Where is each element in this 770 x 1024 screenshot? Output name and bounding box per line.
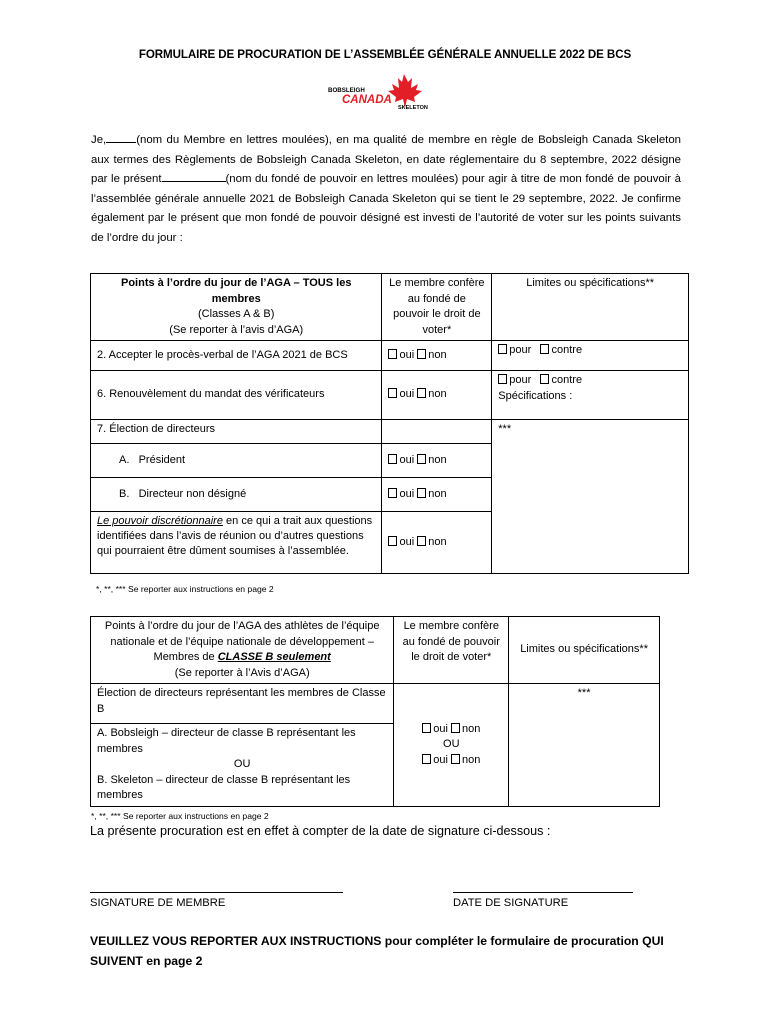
table1-row-director-vote — [382, 478, 492, 512]
oui-checkbox[interactable] — [388, 488, 397, 498]
oui-label: oui — [399, 487, 415, 500]
logo-main-text: CANADA — [342, 94, 392, 106]
table2-header-vote: Le membre confère au fondé de pouvoir le droit de voter* — [394, 617, 509, 684]
contre-checkbox[interactable] — [540, 374, 549, 384]
table2-row-election: Élection de directeurs représentant les membres de Classe B — [91, 684, 394, 724]
non-checkbox[interactable] — [417, 388, 426, 398]
ou-label: OU — [443, 738, 460, 750]
oui-checkbox[interactable] — [388, 454, 397, 464]
contre-checkbox[interactable] — [540, 344, 549, 354]
director-letter: B. — [119, 487, 130, 500]
oui-label: oui — [399, 535, 415, 548]
logo-top-text: BOBSLEIGH — [328, 87, 365, 94]
agenda-table-class-b — [90, 616, 660, 807]
table1-row-president-vote — [382, 444, 492, 478]
footnote-1: *, **, *** Se reporter aux instructions en page 2 — [96, 584, 274, 594]
table2-vote-cell — [394, 684, 509, 807]
table1-row-auditors: 6. Renouvèlement du mandat des vérificateurs — [91, 371, 382, 420]
oui-checkbox[interactable] — [388, 388, 397, 398]
oui-label: oui — [433, 722, 448, 735]
table2-limits-cell: *** — [509, 684, 660, 807]
oui-label: oui — [399, 453, 415, 466]
table1-row-minutes-vote — [382, 341, 492, 371]
oui-checkbox[interactable] — [422, 723, 431, 733]
skeleton-director-label: B. Skeleton – directeur de classe B représentant les membres — [97, 773, 351, 801]
non-label: non — [428, 487, 447, 500]
contre-label: contre — [551, 374, 583, 386]
intro-je: Je, — [91, 134, 107, 146]
oui-label: oui — [399, 388, 415, 401]
table1-row-auditors-limits — [492, 371, 689, 420]
table2-header-ref: (Se reporter à l’Avis d’AGA) — [174, 666, 310, 679]
member-signature-line[interactable] — [90, 892, 343, 893]
table1-row-director — [91, 478, 382, 512]
table2-header-emphasis: CLASSE B seulement — [217, 651, 331, 663]
table2-row-directors — [91, 724, 394, 807]
table1-header-vote: Le membre confère au fondé de pouvoir le droit de voter* — [382, 274, 492, 341]
non-label: non — [428, 535, 447, 548]
date-signature-label: DATE DE SIGNATURE — [453, 897, 569, 909]
bobsleigh-director-label: A. Bobsleigh – directeur de classe B représentant les membres — [97, 727, 356, 755]
proxy-name-blank[interactable] — [162, 181, 226, 182]
non-checkbox[interactable] — [417, 536, 426, 546]
non-label: non — [461, 722, 481, 735]
table1-row-discretion — [91, 512, 382, 574]
non-checkbox[interactable] — [417, 349, 426, 359]
table1-row-minutes: 2. Accepter le procès-verbal de l’AGA 2021 de BCS — [91, 341, 382, 371]
date-signature-line[interactable] — [453, 892, 633, 893]
table2-header-limits: Limites ou spécifications** — [509, 617, 660, 684]
oui-label: oui — [433, 753, 448, 766]
oui-checkbox[interactable] — [422, 754, 431, 764]
non-checkbox[interactable] — [451, 723, 460, 733]
effect-statement: La présente procuration est en effet à compter de la date de signature ci-dessous : — [90, 824, 551, 838]
non-label: non — [428, 388, 447, 401]
table1-header-limits: Limites ou spécifications** — [492, 274, 689, 341]
pour-label: pour — [509, 344, 532, 356]
page-title: FORMULAIRE DE PROCURATION DE L’ASSEMBLÉE GÉNÉRALE ANNUELLE 2022 DE BCS — [138, 48, 632, 61]
table2-header-text: Points à l’ordre du jour de l’AGA des athlètes de l’équipe nationale et de l’équipe nationale de développement – Membres de — [104, 620, 380, 663]
footnote-2: *, **, *** Se reporter aux instructions en page 2 — [91, 811, 269, 821]
director-label: Directeur non désigné — [138, 487, 247, 500]
bobsleigh-canada-skeleton-logo — [326, 72, 444, 112]
table2-header-points — [91, 617, 394, 684]
oui-checkbox[interactable] — [388, 536, 397, 546]
specifications-label: Spécifications : — [498, 389, 573, 402]
non-label: non — [461, 753, 481, 766]
pour-label: pour — [509, 374, 532, 386]
intro-paragraph — [91, 131, 681, 248]
president-label: Président — [138, 453, 186, 466]
table1-header-title: Points à l’ordre du jour de l’AGA – TOUS les membres — [121, 277, 352, 305]
table1-row-election-vote — [382, 420, 492, 444]
agenda-table-all-members — [90, 273, 689, 574]
table1-row-president — [91, 444, 382, 478]
intro-part3: (nom du fondé de pouvoir en lettres moulées) pour agir à titre de mon fondé de pouvoir à l’assemblée générale annuelle 2021 de Bobsleigh Canada Skeleton qui se tient le 29 septembre, 2022. Je confirme également par le présent que mon fondé de pouvoir désigné est investi de l’autorité de voter sur les points suivants de l’ordre du jour : — [91, 173, 681, 244]
table1-header-ref: (Se reporter à l’avis d’AGA) — [169, 323, 304, 336]
table1-header-points — [91, 274, 382, 341]
ou-separator: OU — [233, 758, 251, 770]
president-letter: A. — [119, 453, 130, 466]
member-signature-label: SIGNATURE DE MEMBRE — [90, 897, 226, 909]
contre-label: contre — [551, 344, 583, 356]
table1-row-minutes-limits — [492, 341, 689, 371]
table1-row-election: 7. Élection de directeurs — [91, 420, 382, 444]
non-label: non — [428, 348, 447, 361]
oui-checkbox[interactable] — [388, 349, 397, 359]
table1-election-limits: *** — [492, 420, 689, 574]
table1-header-classes: (Classes A & B) — [198, 308, 275, 320]
table1-row-auditors-vote — [382, 371, 492, 420]
non-checkbox[interactable] — [451, 754, 460, 764]
non-checkbox[interactable] — [417, 454, 426, 464]
discretion-text: en ce qui a trait aux questions identifiées dans l’avis de réunion ou d’autres questions qui pourraient être dûment soumises à l’assemblée. — [97, 515, 373, 557]
non-label: non — [428, 453, 447, 466]
intro-part2: (nom du Membre en lettres moulées), en ma qualité de membre en règle de Bobsleigh Canada Skeleton aux termes des Règlements de Bobsleigh Canada Skeleton, en date réglementaire du 8 septembre, 2022 désigne par le présent — [91, 134, 681, 185]
pour-checkbox[interactable] — [498, 344, 507, 354]
non-checkbox[interactable] — [417, 488, 426, 498]
logo-bottom-text: SKELETON — [398, 105, 428, 111]
footer-instructions: VEUILLEZ VOUS REPORTER AUX INSTRUCTIONS pour compléter le formulaire de procuration QUI SUIVENT en page 2 — [90, 934, 664, 968]
oui-label: oui — [399, 348, 415, 361]
member-name-blank[interactable] — [106, 142, 136, 143]
discretion-emphasis: Le pouvoir discrétionnaire — [97, 515, 223, 527]
table1-row-discretion-vote — [382, 512, 492, 574]
maple-leaf-icon — [388, 74, 422, 108]
pour-checkbox[interactable] — [498, 374, 507, 384]
